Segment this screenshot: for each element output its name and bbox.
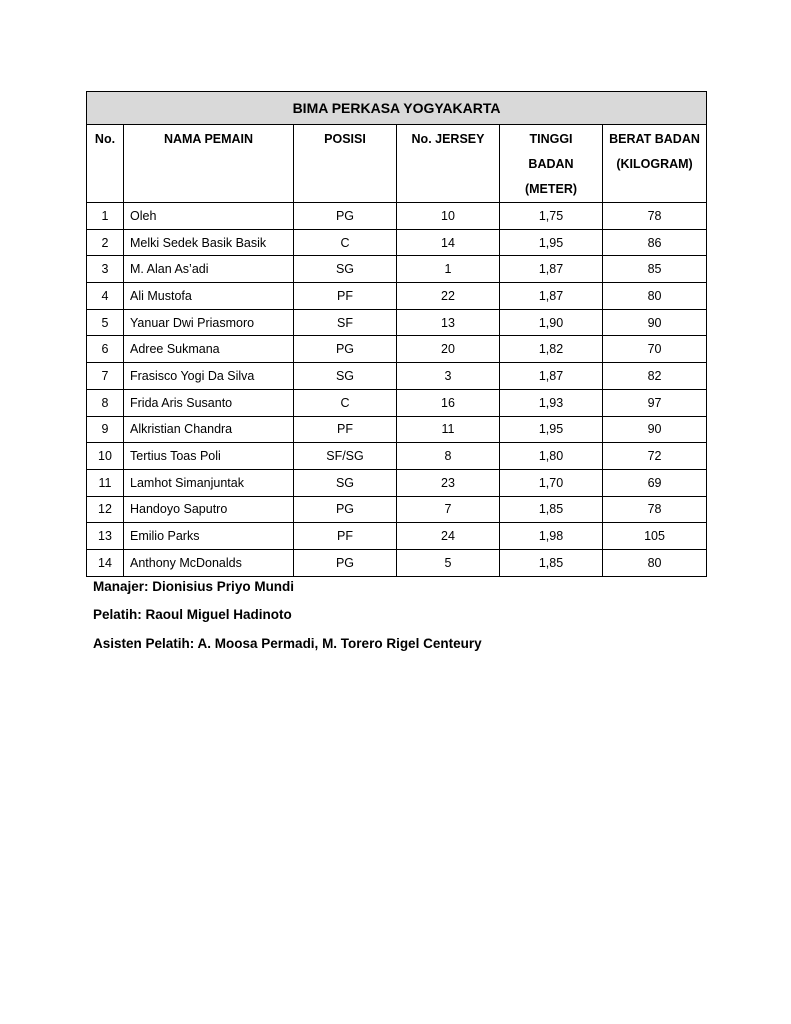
assistant-coach-label: Asisten Pelatih: — [93, 636, 195, 651]
cell-jersey: 22 — [397, 283, 500, 310]
table-row — [87, 363, 707, 390]
cell-no: 2 — [87, 229, 124, 256]
cell-no: 5 — [87, 309, 124, 336]
manager-line — [93, 579, 294, 594]
cell-weight: 80 — [603, 549, 707, 576]
cell-position: SG — [294, 256, 397, 283]
cell-height: 1,82 — [500, 336, 603, 363]
cell-jersey: 7 — [397, 496, 500, 523]
cell-no: 13 — [87, 523, 124, 550]
header-position: POSISI — [294, 125, 397, 203]
table-row — [87, 203, 707, 230]
table-row — [87, 229, 707, 256]
cell-height: 1,95 — [500, 416, 603, 443]
table-row — [87, 283, 707, 310]
cell-name: M. Alan As’adi — [124, 256, 294, 283]
cell-weight: 82 — [603, 363, 707, 390]
cell-name: Melki Sedek Basik Basik — [124, 229, 294, 256]
cell-weight: 69 — [603, 469, 707, 496]
cell-weight: 105 — [603, 523, 707, 550]
cell-weight: 97 — [603, 389, 707, 416]
coach-label: Pelatih: — [93, 607, 142, 622]
cell-jersey: 23 — [397, 469, 500, 496]
cell-position: SF — [294, 309, 397, 336]
cell-position: PF — [294, 523, 397, 550]
cell-jersey: 3 — [397, 363, 500, 390]
cell-weight: 70 — [603, 336, 707, 363]
cell-position: PG — [294, 496, 397, 523]
cell-position: C — [294, 389, 397, 416]
assistant-coach-value: A. Moosa Permadi, M. Torero Rigel Centeury — [197, 636, 482, 651]
cell-no: 12 — [87, 496, 124, 523]
cell-height: 1,95 — [500, 229, 603, 256]
cell-name: Alkristian Chandra — [124, 416, 294, 443]
cell-jersey: 10 — [397, 203, 500, 230]
table-row — [87, 496, 707, 523]
roster-table — [86, 91, 707, 577]
cell-position: SG — [294, 469, 397, 496]
cell-height: 1,87 — [500, 363, 603, 390]
cell-name: Ali Mustofa — [124, 283, 294, 310]
cell-position: SG — [294, 363, 397, 390]
cell-height: 1,75 — [500, 203, 603, 230]
cell-jersey: 20 — [397, 336, 500, 363]
cell-name: Anthony McDonalds — [124, 549, 294, 576]
cell-height: 1,87 — [500, 256, 603, 283]
cell-name: Lamhot Simanjuntak — [124, 469, 294, 496]
cell-jersey: 5 — [397, 549, 500, 576]
cell-position: PG — [294, 549, 397, 576]
cell-height: 1,80 — [500, 443, 603, 470]
table-row — [87, 309, 707, 336]
cell-weight: 86 — [603, 229, 707, 256]
table-row — [87, 256, 707, 283]
cell-name: Handoyo Saputro — [124, 496, 294, 523]
cell-no: 1 — [87, 203, 124, 230]
cell-no: 11 — [87, 469, 124, 496]
cell-height: 1,85 — [500, 496, 603, 523]
table-row — [87, 549, 707, 576]
cell-height: 1,70 — [500, 469, 603, 496]
cell-height: 1,85 — [500, 549, 603, 576]
cell-weight: 78 — [603, 203, 707, 230]
cell-weight: 78 — [603, 496, 707, 523]
cell-jersey: 14 — [397, 229, 500, 256]
cell-name: Frida Aris Susanto — [124, 389, 294, 416]
cell-no: 4 — [87, 283, 124, 310]
cell-jersey: 13 — [397, 309, 500, 336]
cell-height: 1,93 — [500, 389, 603, 416]
assistant-coach-line — [93, 636, 482, 651]
cell-weight: 85 — [603, 256, 707, 283]
cell-name: Tertius Toas Poli — [124, 443, 294, 470]
cell-jersey: 11 — [397, 416, 500, 443]
table-row — [87, 416, 707, 443]
cell-height: 1,90 — [500, 309, 603, 336]
cell-position: SF/SG — [294, 443, 397, 470]
cell-jersey: 8 — [397, 443, 500, 470]
cell-no: 14 — [87, 549, 124, 576]
cell-position: C — [294, 229, 397, 256]
cell-name: Yanuar Dwi Priasmoro — [124, 309, 294, 336]
coach-line — [93, 607, 292, 622]
cell-position: PF — [294, 283, 397, 310]
manager-label: Manajer: — [93, 579, 149, 594]
cell-position: PG — [294, 203, 397, 230]
cell-weight: 80 — [603, 283, 707, 310]
table-row — [87, 336, 707, 363]
table-row — [87, 443, 707, 470]
cell-name: Frasisco Yogi Da Silva — [124, 363, 294, 390]
header-jersey: No. JERSEY — [397, 125, 500, 203]
cell-no: 3 — [87, 256, 124, 283]
table-row — [87, 469, 707, 496]
cell-weight: 90 — [603, 309, 707, 336]
header-name: NAMA PEMAIN — [124, 125, 294, 203]
header-height: TINGGI BADAN (METER) — [500, 125, 603, 203]
cell-no: 10 — [87, 443, 124, 470]
table-row — [87, 389, 707, 416]
cell-height: 1,87 — [500, 283, 603, 310]
cell-jersey: 1 — [397, 256, 500, 283]
title-row — [87, 92, 707, 125]
cell-no: 9 — [87, 416, 124, 443]
cell-no: 7 — [87, 363, 124, 390]
cell-name: Adree Sukmana — [124, 336, 294, 363]
table-row — [87, 523, 707, 550]
cell-name: Emilio Parks — [124, 523, 294, 550]
cell-name: Oleh — [124, 203, 294, 230]
cell-no: 6 — [87, 336, 124, 363]
cell-weight: 72 — [603, 443, 707, 470]
coach-value: Raoul Miguel Hadinoto — [145, 607, 292, 622]
cell-jersey: 16 — [397, 389, 500, 416]
cell-position: PG — [294, 336, 397, 363]
header-no: No. — [87, 125, 124, 203]
cell-jersey: 24 — [397, 523, 500, 550]
cell-no: 8 — [87, 389, 124, 416]
manager-value: Dionisius Priyo Mundi — [152, 579, 295, 594]
cell-weight: 90 — [603, 416, 707, 443]
team-title: BIMA PERKASA YOGYAKARTA — [87, 92, 707, 125]
cell-position: PF — [294, 416, 397, 443]
header-weight: BERAT BADAN (KILOGRAM) — [603, 125, 707, 203]
player-rows — [87, 203, 707, 577]
header-row — [87, 125, 707, 203]
cell-height: 1,98 — [500, 523, 603, 550]
